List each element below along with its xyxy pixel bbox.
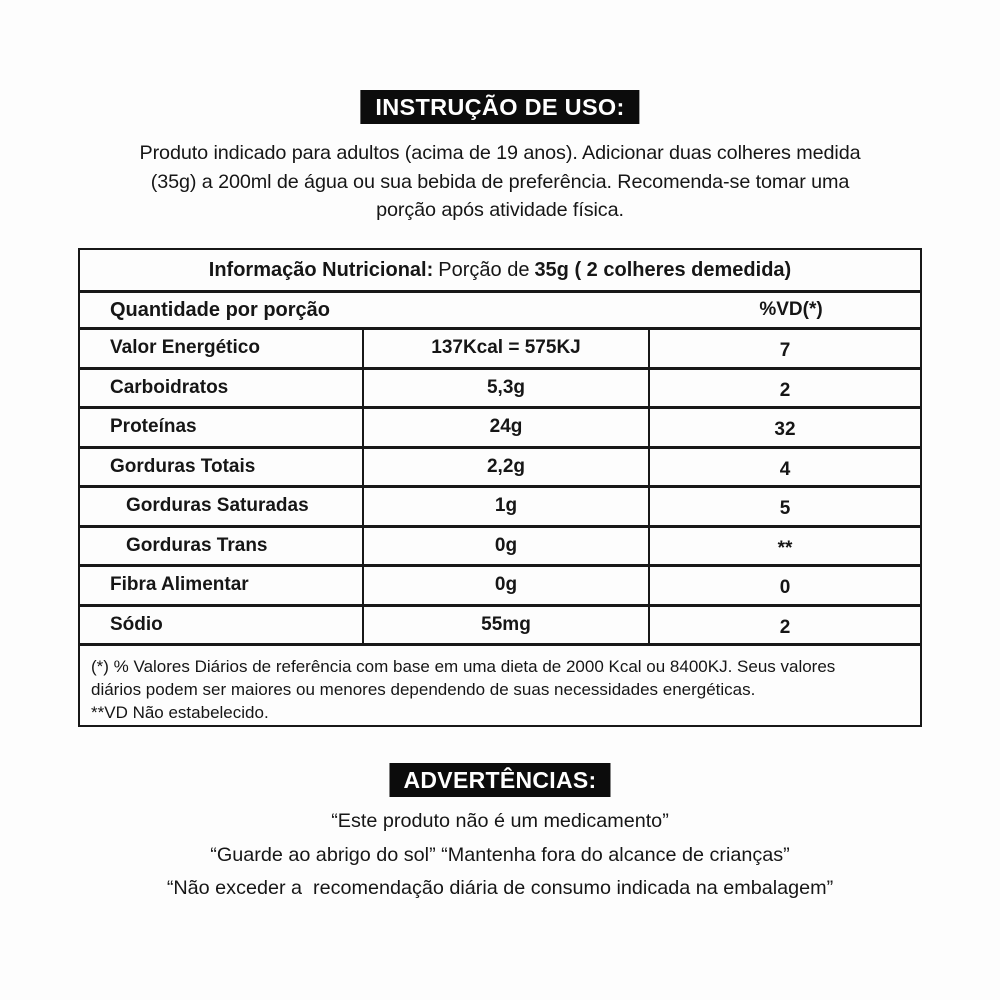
usage-instructions xyxy=(0,139,1000,225)
row-amount: 0g xyxy=(364,567,650,604)
table-row-protein xyxy=(80,406,920,446)
warnings-title-box xyxy=(389,763,610,797)
row-label: Proteínas xyxy=(80,409,364,446)
row-label: Carboidratos xyxy=(80,370,364,407)
row-dv-cell xyxy=(650,330,920,367)
usage-title: INSTRUÇÃO DE USO: xyxy=(375,93,625,120)
table-row-saturated-fat xyxy=(80,485,920,525)
table-footnote xyxy=(80,643,920,725)
usage-instructions-line: porção após atividade física. xyxy=(376,199,624,221)
row-dv-value: 2 xyxy=(779,616,791,638)
column-header-row xyxy=(80,290,920,327)
row-label: Gorduras Trans xyxy=(80,528,364,565)
row-dv-cell xyxy=(650,567,920,604)
table-row-energy xyxy=(80,327,920,367)
footnote-line: diários podem ser maiores ou menores dependendo de suas necessidades energéticas. xyxy=(91,680,756,699)
usage-title-box xyxy=(360,90,639,124)
footnote-line: (*) % Valores Diários de referência com base em uma dieta de 2000 Kcal ou 8400KJ. Seus valores xyxy=(91,657,836,676)
warning-line: “Guarde ao abrigo do sol” “Mantenha fora do alcance de crianças” xyxy=(210,843,790,866)
row-amount: 0g xyxy=(364,528,650,565)
row-dv-value: 0 xyxy=(779,577,791,599)
column-header-dv: %VD(*) xyxy=(759,299,823,320)
row-dv-cell xyxy=(650,528,920,565)
table-row-trans-fat xyxy=(80,525,920,565)
table-title-bold-1: Informação Nutricional: xyxy=(208,258,434,281)
table-row-total-fat xyxy=(80,446,920,486)
row-label: Fibra Alimentar xyxy=(80,567,364,604)
row-amount: 5,3g xyxy=(364,370,650,407)
nutrition-table xyxy=(78,248,922,727)
row-dv-value: 5 xyxy=(779,498,791,520)
row-dv-cell xyxy=(650,409,920,446)
row-dv-value: ** xyxy=(777,537,793,559)
table-title-bold-2: 35g ( 2 colheres demedida) xyxy=(534,258,792,281)
table-row-fiber xyxy=(80,564,920,604)
table-title-regular: Porção de xyxy=(438,258,530,281)
row-dv-value: 32 xyxy=(774,419,796,441)
warning-line: “Este produto não é um medicamento” xyxy=(331,810,669,832)
row-dv-cell xyxy=(650,370,920,407)
warnings-list xyxy=(0,805,1000,906)
row-amount: 55mg xyxy=(364,607,650,644)
row-dv-value: 2 xyxy=(779,379,791,401)
warning-line: “Não exceder a recomendação diária de consumo indicada na embalagem” xyxy=(166,877,834,899)
row-dv-cell xyxy=(650,449,920,486)
row-dv-cell xyxy=(650,488,920,525)
table-row-carbs xyxy=(80,367,920,407)
warnings-title: ADVERTÊNCIAS: xyxy=(403,766,597,793)
table-row-sodium xyxy=(80,604,920,644)
row-amount: 137Kcal = 575KJ xyxy=(364,330,650,367)
usage-instructions-line: Produto indicado para adultos (acima de 19 anos). Adicionar duas colheres medida xyxy=(139,142,861,164)
row-dv-value: 7 xyxy=(779,340,791,362)
table-title xyxy=(80,250,920,290)
footnote-line: **VD Não estabelecido. xyxy=(91,703,269,722)
column-header-quantity: Quantidade por porção xyxy=(110,298,331,321)
row-label: Gorduras Saturadas xyxy=(80,488,364,525)
row-amount: 1g xyxy=(364,488,650,525)
row-dv-cell xyxy=(650,607,920,644)
usage-instructions-line: (35g) a 200ml de água ou sua bebida de preferência. Recomenda-se tomar uma xyxy=(150,170,850,193)
row-label: Gorduras Totais xyxy=(80,449,364,486)
row-amount: 2,2g xyxy=(364,449,650,486)
row-label: Valor Energético xyxy=(80,330,364,367)
row-label: Sódio xyxy=(80,607,364,644)
row-dv-value: 4 xyxy=(779,458,791,480)
row-amount: 24g xyxy=(364,409,650,446)
